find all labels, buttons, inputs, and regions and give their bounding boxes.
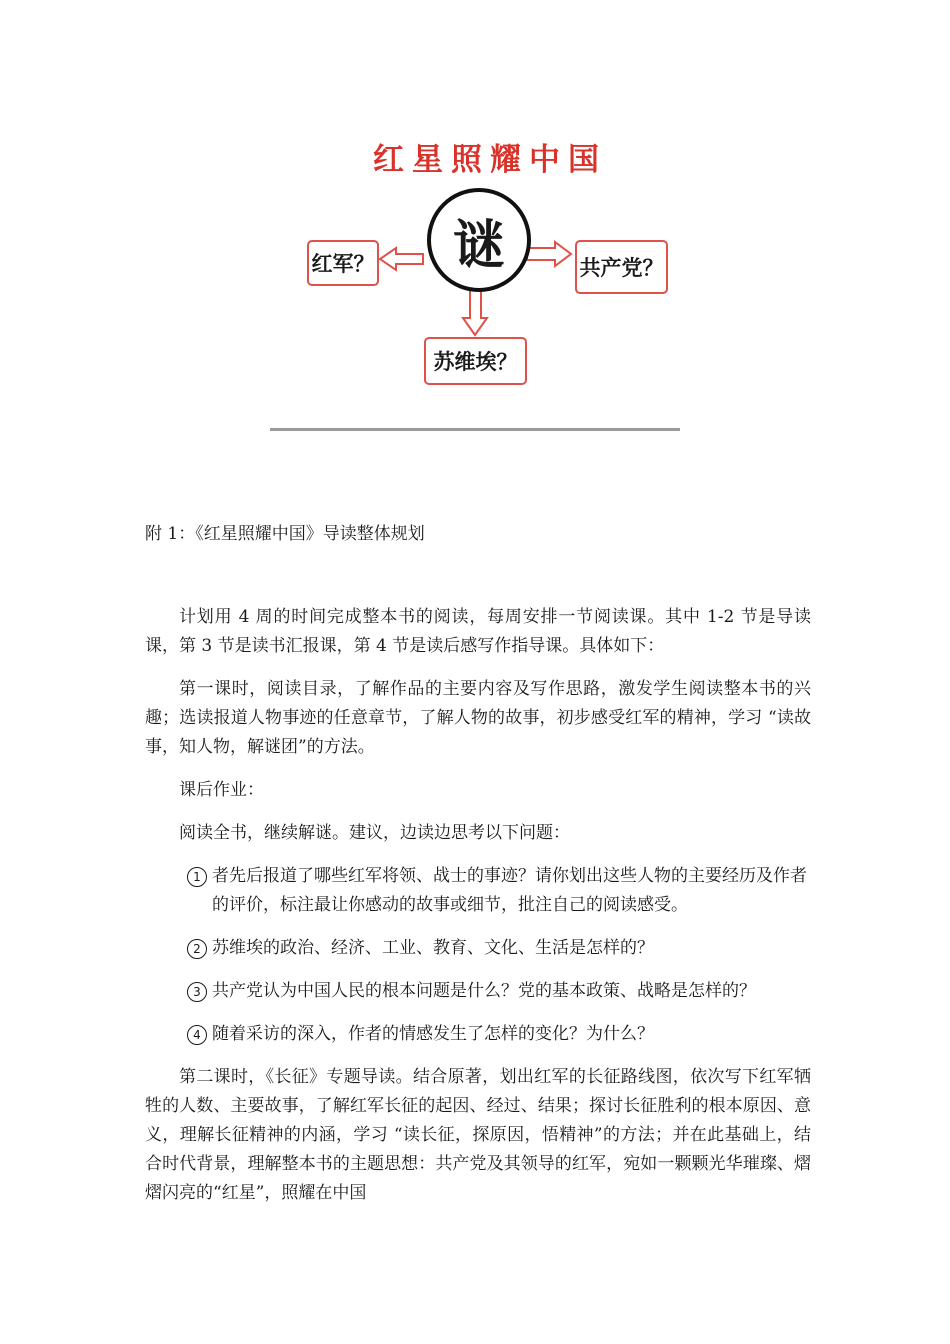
homework-intro: 阅读全书，继续解谜。建议，边读边思考以下问题： [179, 823, 570, 843]
circled-number: 2 [187, 939, 207, 959]
arrow-left-icon [380, 248, 423, 270]
paragraph-lesson-1: 第一课时，阅读目录，了解作品的主要内容及写作思路，激发学生阅读整本书的兴趣；选读报道人物事迹的任意章节，了解人物的故事，初步感受红军的精神，学习 “读故事，知人物，解谜团”的方法。 [145, 679, 811, 757]
question-text: 共产党认为中国人民的根本问题是什么？党的基本政策、战略是怎样的？ [212, 981, 756, 1001]
node-soviet: 苏维埃？ [424, 337, 527, 385]
question-text: 者先后报道了哪些红军将领、战士的事迹？请你划出这些人物的主要经历及作者的评价，标注最让你感动的故事或细节，批注自己的阅读感受。 [212, 866, 807, 915]
circled-number: 4 [187, 1025, 207, 1045]
question-item [187, 977, 811, 1006]
document-body [145, 603, 811, 1222]
center-riddle-circle: 谜 [427, 188, 531, 292]
circled-number: 1 [187, 867, 207, 887]
arrow-down-icon [463, 290, 487, 335]
homework-label: 课后作业： [179, 780, 264, 800]
paragraph-plan: 计划用 4 周的时间完成整本书的阅读，每周安排一节阅读课。其中 1-2 节是导读课，第 3 节是读书汇报课，第 4 节是读后感写作指导课。具体如下： [145, 607, 811, 656]
arrow-right-icon [527, 242, 571, 266]
node-red-army: 红军？ [307, 240, 379, 286]
diagram-title: 红星照耀中国 [373, 142, 607, 178]
node-communist-party: 共产党？ [575, 240, 668, 294]
question-item [187, 862, 819, 920]
question-item [187, 1020, 811, 1049]
horizontal-divider [270, 428, 680, 431]
mind-map-diagram [290, 130, 690, 390]
question-item [187, 934, 811, 963]
question-text: 随着采访的深入，作者的情感发生了怎样的变化？为什么？ [212, 1024, 654, 1044]
paragraph-lesson-2: 第二课时，《长征》专题导读。结合原著，划出红军的长征路线图，依次写下红军牺牲的人数、主要故事，了解红军长征的起因、经过、结果；探讨长征胜利的根本原因、意义，理解长征精神的内涵，学习 “读长征，探原因，悟精神”的方法；并在此基础上，结合时代背景，理解整本书的主题思想：共产党及其领导的红军，宛如一颗颗光华璀璨、熠熠闪亮的“红星”，照耀在中国 [145, 1067, 811, 1203]
appendix-heading: 附 1：《红星照耀中国》导读整体规划 [145, 524, 425, 544]
circled-number: 3 [187, 982, 207, 1002]
question-text: 苏维埃的政治、经济、工业、教育、文化、生活是怎样的？ [212, 938, 654, 958]
